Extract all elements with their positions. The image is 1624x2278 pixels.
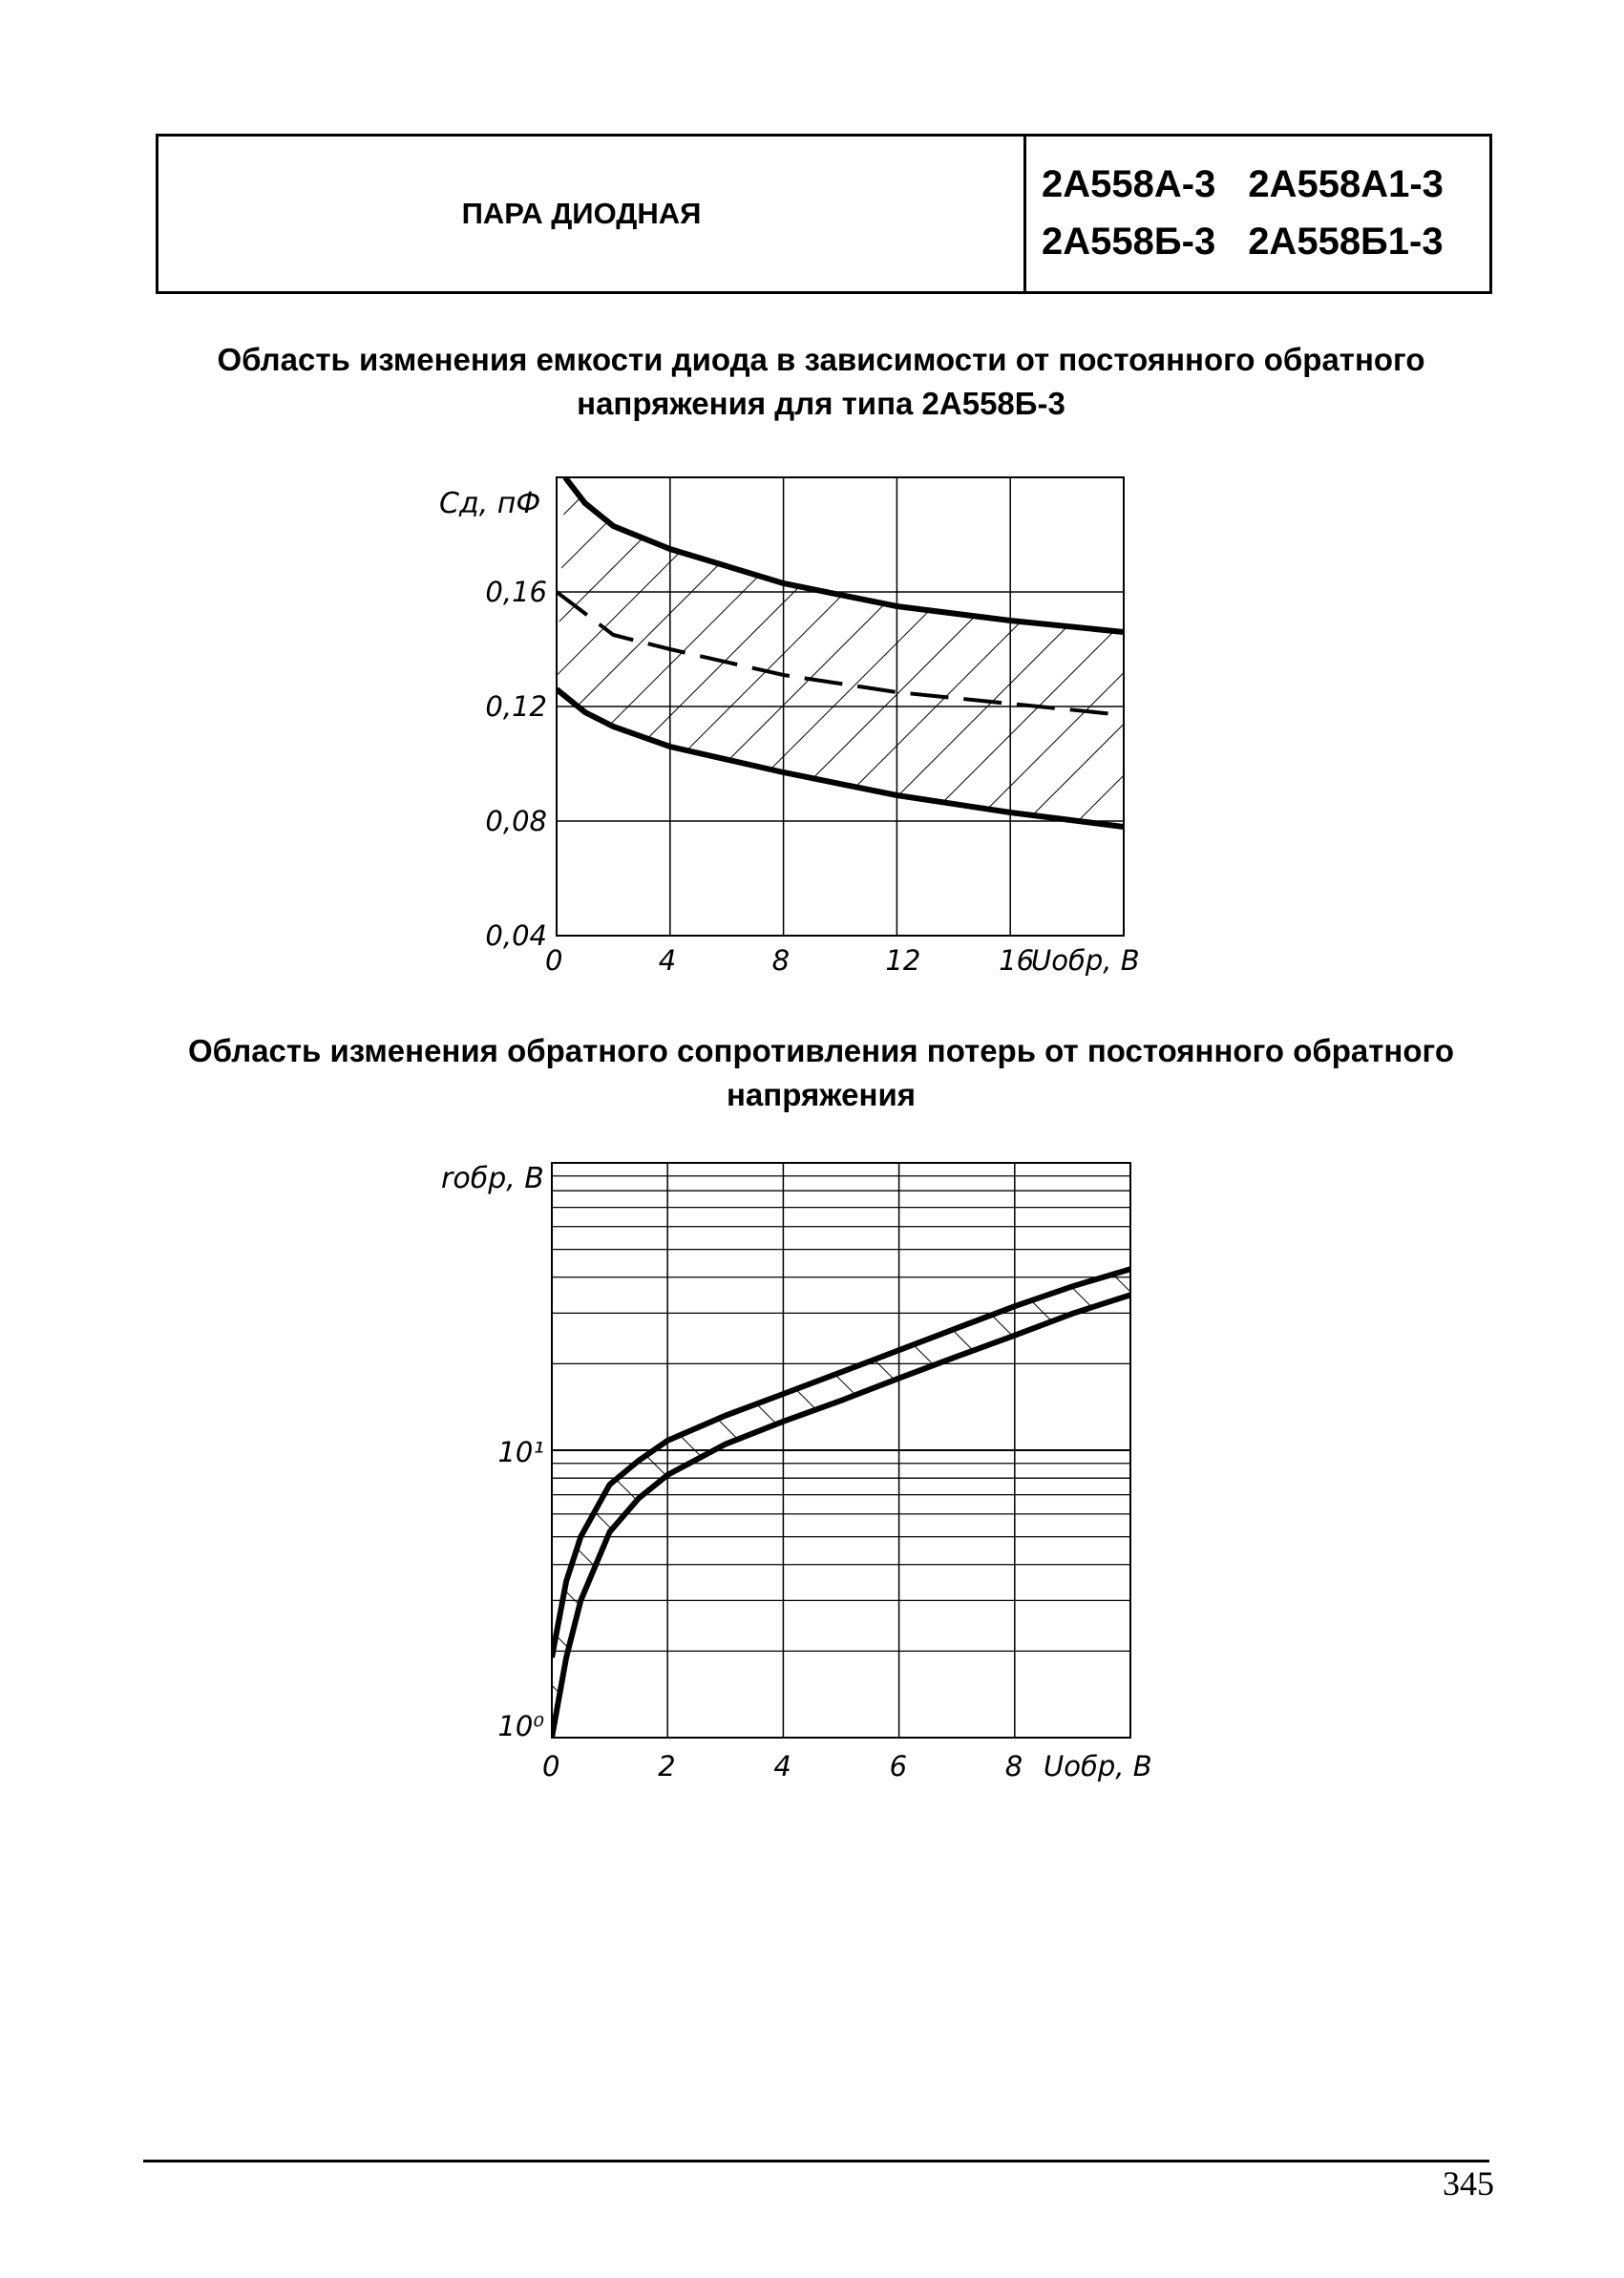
chart1-x-tick: 16 bbox=[999, 944, 1035, 977]
chart1-y-tick: 0,16 bbox=[485, 576, 547, 608]
chart2-xlabel: Uобр, В bbox=[1044, 1750, 1152, 1782]
chart1-y-tick: 0,12 bbox=[485, 690, 547, 723]
chart1-x-tick: 8 bbox=[771, 944, 791, 977]
device-type: 2А558Б1-3 bbox=[1248, 221, 1444, 263]
chart1-x-tick: 0 bbox=[545, 944, 563, 977]
chart2-series-lower bbox=[552, 1295, 1130, 1738]
chart2-band bbox=[552, 1269, 1130, 1738]
chart1-x-tick: 4 bbox=[658, 944, 677, 977]
chart2-x-tick: 6 bbox=[889, 1750, 908, 1782]
chart2-x-tick: 8 bbox=[1004, 1750, 1023, 1782]
chart1-y-tick: 0,08 bbox=[485, 805, 547, 837]
chart1-x-tick: 12 bbox=[885, 944, 921, 977]
chart2-title: Область изменения обратного сопротивления потерь от постоянного обратного напряжения bbox=[188, 1033, 1454, 1112]
chart1-ylabel: Cд, пФ bbox=[439, 487, 541, 520]
chart2 bbox=[441, 1162, 1152, 1782]
chart2-ylabel: rобр, В bbox=[441, 1162, 544, 1195]
device-type: 2А558А1-3 bbox=[1248, 163, 1444, 205]
device-type: 2А558Б-3 bbox=[1042, 221, 1216, 263]
footer-rule bbox=[143, 2160, 1489, 2162]
chart2-x-tick: 4 bbox=[773, 1750, 791, 1782]
chart2-series bbox=[552, 1269, 1130, 1738]
page-number: 345 bbox=[1443, 2164, 1494, 2203]
chart2-grid bbox=[552, 1163, 1130, 1738]
chart1 bbox=[439, 477, 1140, 977]
chart2-y-tick: 10¹ bbox=[497, 1436, 544, 1468]
document-title: ПАРА ДИОДНАЯ bbox=[461, 197, 702, 230]
chart1-title: Область изменения емкости диода в зависимости от постоянного обратного напряжения для типа 2А558Б-3 bbox=[217, 342, 1425, 421]
device-type: 2А558А-3 bbox=[1042, 163, 1216, 205]
chart2-x-tick: 2 bbox=[658, 1750, 676, 1782]
chart1-band bbox=[557, 477, 1124, 827]
chart1-y-tick: 0,04 bbox=[485, 919, 547, 952]
chart1-xlabel: Uобр, В bbox=[1031, 944, 1140, 977]
chart2-x-tick: 0 bbox=[542, 1750, 560, 1782]
chart2-y-tick: 10⁰ bbox=[497, 1710, 544, 1742]
